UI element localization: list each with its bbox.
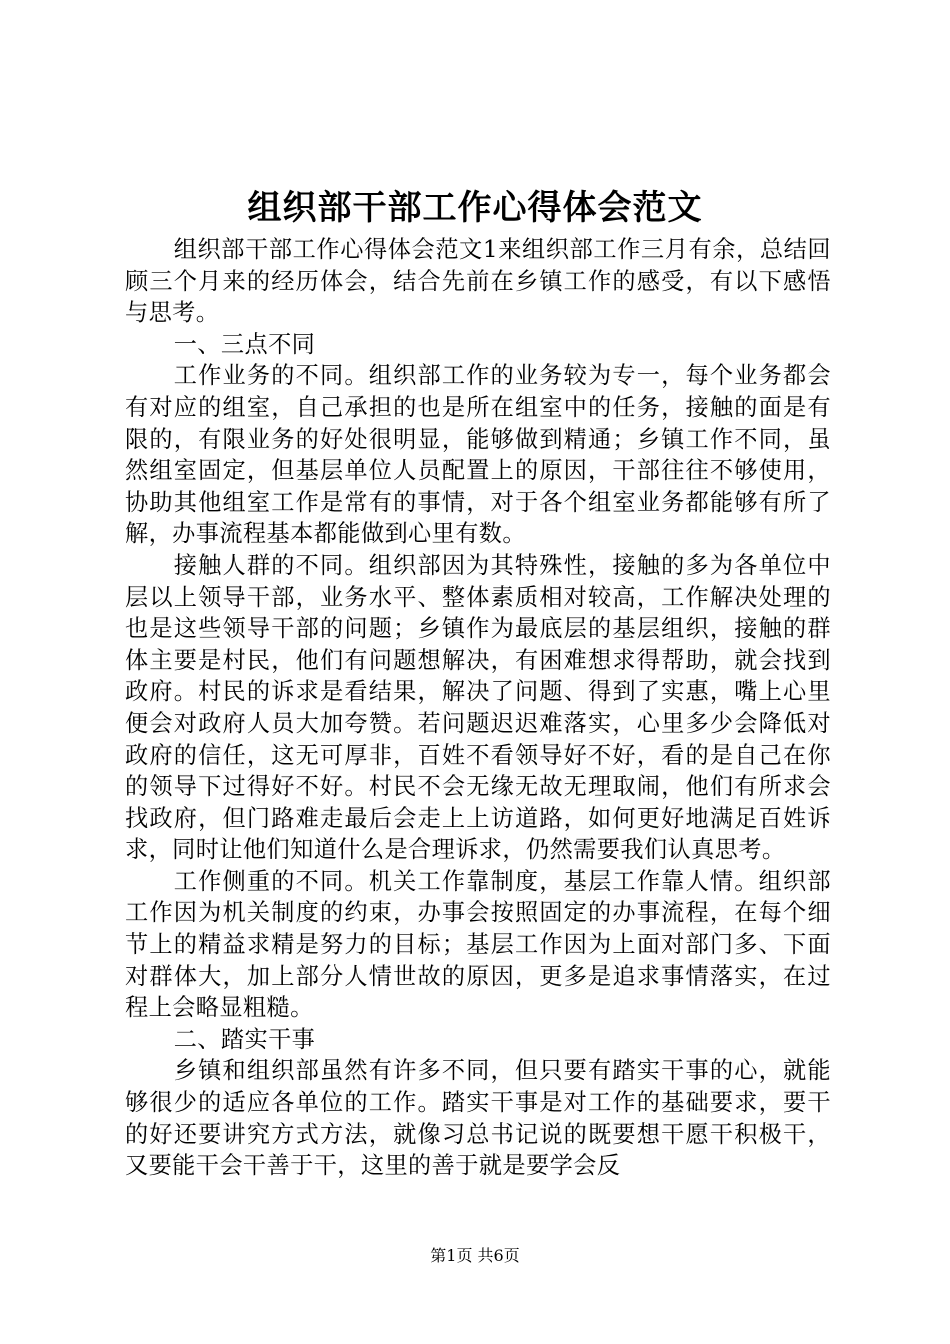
paragraph-focus-difference: 工作侧重的不同。机关工作靠制度，基层工作靠人情。组织部工作因为机关制度的约束，办事会按照固定的办事流程，在每个细节上的精益求精是努力的目标；基层工作因为上面对部门多、下面对群体大，加上部分人情世故的原因，更多是追求事情落实，在过程上会略显粗糙。	[125, 867, 831, 1022]
page-number-footer: 第1页 共6页	[430, 1246, 520, 1265]
section-heading-1: 一、三点不同	[173, 330, 316, 358]
document-title: 组织部干部工作心得体会范文	[247, 188, 703, 228]
document-body	[125, 234, 831, 1182]
paragraph-practical-work: 乡镇和组织部虽然有许多不同，但只要有踏实干事的心，就能够很少的适应各单位的工作。踏实干事是对工作的基础要求，要干的好还要讲究方式方法，就像习总书记说的既要想干愿干积极干，又要能干会干善于干，这里的善于就是要学会反	[125, 1057, 831, 1180]
section-heading-2: 二、踏实干事	[173, 1025, 316, 1053]
paragraph-work-difference: 工作业务的不同。组织部工作的业务较为专一，每个业务都会有对应的组室，自己承担的也是所在组室中的任务，接触的面是有限的，有限业务的好处很明显，能够做到精通；乡镇工作不同，虽然组室固定，但基层单位人员配置上的原因，干部往往不够使用，协助其他组室工作是常有的事情，对于各个组室业务都能够有所了解，办事流程基本都能做到心里有数。	[125, 362, 831, 548]
paragraph-people-difference: 接触人群的不同。组织部因为其特殊性，接触的多为各单位中层以上领导干部，业务水平、整体素质相对较高，工作解决处理的也是这些领导干部的问题；乡镇作为最底层的基层组织，接触的群体主要是村民，他们有问题想解决，有困难想求得帮助，就会找到政府。村民的诉求是看结果，解决了问题、得到了实惠，嘴上心里便会对政府人员大加夸赞。若问题迟迟难落实，心里多少会降低对政府的信任，这无可厚非，百姓不看领导好不好，看的是自己在你的领导下过得好不好。村民不会无缘无故无理取闹，他们有所求会找政府，但门路难走最后会走上上访道路，如何更好地满足百姓诉求，同时让他们知道什么是合理诉求，仍然需要我们认真思考。	[125, 551, 831, 864]
paragraph-intro: 组织部干部工作心得体会范文1来组织部工作三月有余，总结回顾三个月来的经历体会，结合先前在乡镇工作的感受，有以下感悟与思考。	[125, 236, 831, 327]
